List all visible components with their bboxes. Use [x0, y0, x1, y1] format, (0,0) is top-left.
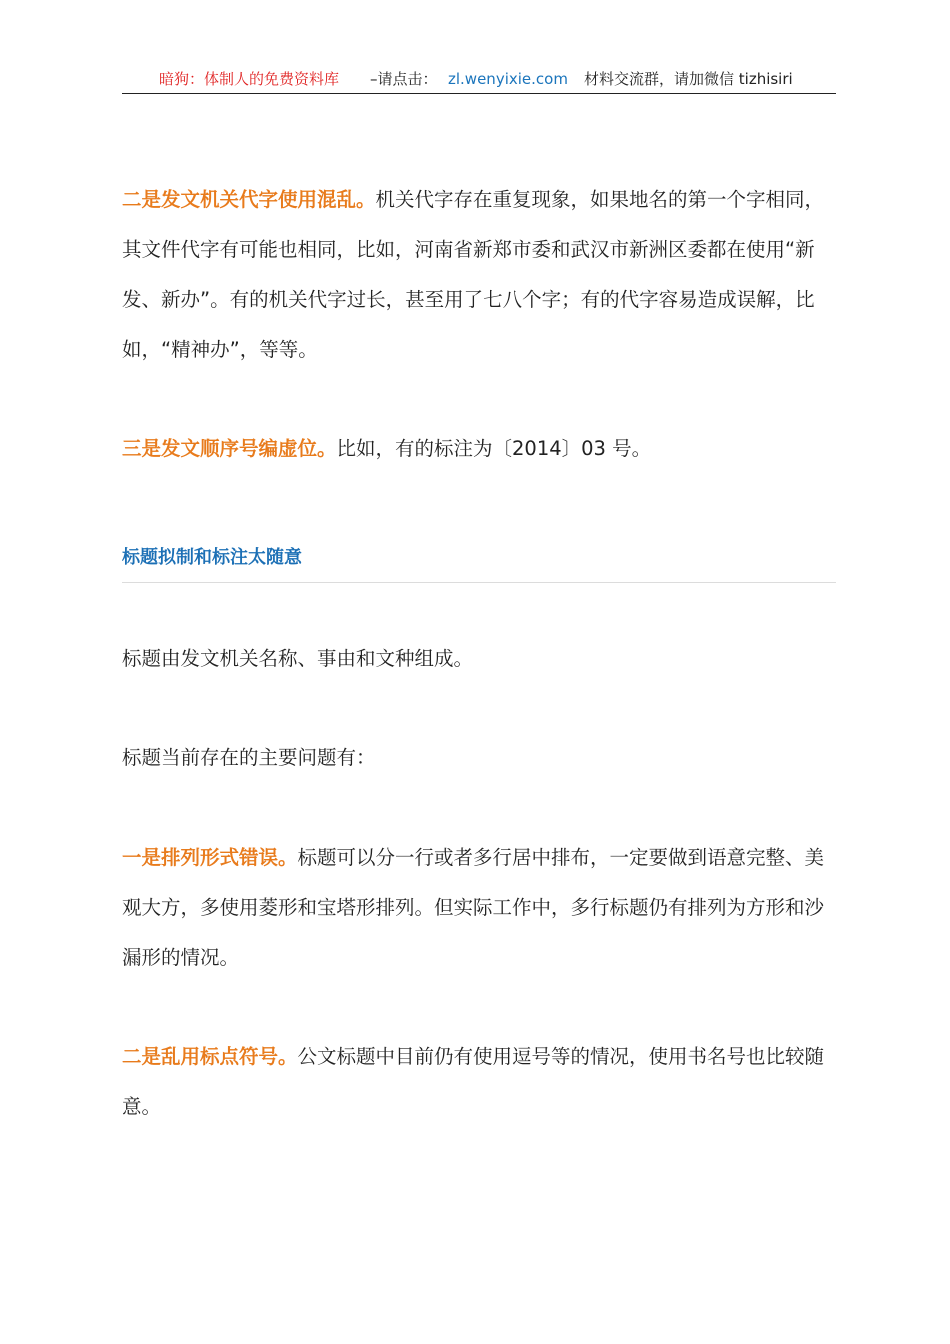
header-url-link[interactable]: zl.wenyixie.com — [448, 70, 568, 88]
problem-item-1 — [122, 833, 842, 983]
paragraph-text: 比如，有的标注为〔2014〕03 号。 — [336, 437, 652, 460]
header-site-name: 暗狗：体制人的免费资料库 — [159, 70, 340, 88]
page-header — [122, 66, 836, 94]
paragraph-lead: 二是发文机关代字使用混乱。 — [122, 188, 376, 211]
problem-lead: 二是乱用标点符号。 — [122, 1045, 298, 1068]
problems-intro: 标题当前存在的主要问题有： — [122, 746, 376, 769]
paragraph-block-2 — [122, 424, 842, 474]
paragraph-block-1 — [122, 175, 842, 375]
problem-text: 公文标题中目前仍有使用逗号等的情况，使用书名号也比较随意。 — [122, 1045, 825, 1118]
section-heading: 标题拟制和标注太随意 — [122, 540, 836, 583]
header-wechat-note: 材料交流群，请加微信 tizhisiri — [584, 70, 793, 88]
paragraph-lead: 三是发文顺序号编虚位。 — [122, 437, 337, 460]
problem-lead: 一是排列形式错误。 — [122, 846, 298, 869]
paragraph-text: 机关代字存在重复现象，如果地名的第一个字相同，其文件代字有可能也相同，比如，河南省新郑市委和武汉市新洲区委都在使用“新发、新办”。有的机关代字过长，甚至用了七八个字；有的代字容易造成误解，比如，“精神办”，等等。 — [122, 188, 825, 361]
problem-item-2 — [122, 1032, 842, 1132]
problem-text: 标题可以分一行或者多行居中排布，一定要做到语意完整、美观大方，多使用菱形和宝塔形排列。但实际工作中，多行标题仍有排列为方形和沙漏形的情况。 — [122, 846, 825, 969]
section-intro: 标题由发文机关名称、事由和文种组成。 — [122, 647, 474, 670]
header-click-prompt: –请点击： — [370, 70, 438, 88]
